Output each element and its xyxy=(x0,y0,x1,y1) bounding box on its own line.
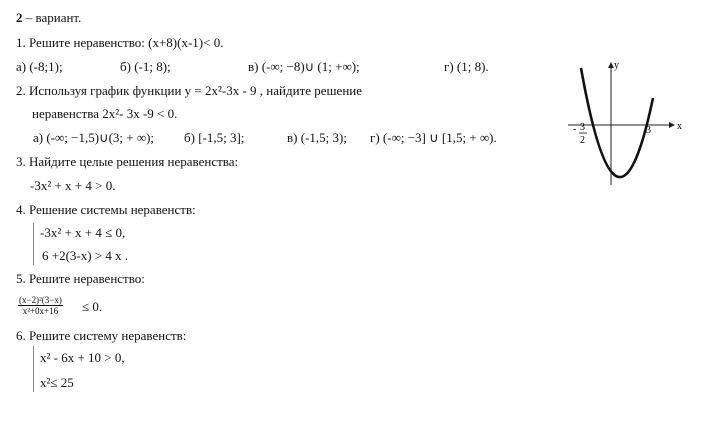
task2-option-b: б) [-1,5; 3]; xyxy=(184,130,245,145)
parabola-curve xyxy=(581,68,653,177)
task4-prompt: 4. Решение системы неравенств: xyxy=(16,202,196,217)
task2-option-g: г) (-∞; −3] ∪ [1,5; + ∞). xyxy=(370,130,497,145)
task6-inequality2: x²≤ 25 xyxy=(40,375,74,390)
task6-inequality1: x² - 6x + 10 > 0, xyxy=(40,350,125,365)
task5-rest: ≤ 0. xyxy=(82,299,103,314)
task2-option-a: а) (-∞; −1,5)∪(3; + ∞); xyxy=(33,130,155,145)
task5-numerator: (x−2)²(3−x) xyxy=(19,295,62,305)
task5-denominator: x²+0x+16 xyxy=(22,306,59,316)
task1-option-g: г) (1; 8). xyxy=(444,59,489,74)
variant-number: 2 xyxy=(16,10,23,25)
task4-inequality2: 6 +2(3-x) > 4 x . xyxy=(42,248,129,263)
x-axis-label: x xyxy=(677,121,682,132)
task1-option-b: б) (-1; 8); xyxy=(120,59,171,74)
y-axis-label: y xyxy=(614,60,619,71)
task6-prompt: 6. Решите систему неравенств: xyxy=(16,328,187,343)
task6-system-brace xyxy=(33,346,34,392)
task4-inequality1: -3x² + x + 4 ≤ 0, xyxy=(40,225,126,240)
task1-option-a: а) (-8;1); xyxy=(16,59,63,74)
variant-header xyxy=(16,10,81,26)
task4-system-brace xyxy=(33,223,34,265)
task5-prompt: 5. Решите неравенство: xyxy=(16,271,145,286)
task3-expression: -3x² + x + 4 > 0. xyxy=(30,178,116,193)
variant-label: – вариант. xyxy=(22,10,82,25)
root-right-label: 3 xyxy=(646,125,651,136)
task1-prompt: 1. Решите неравенство: (x+8)(x-1)< 0. xyxy=(16,35,224,50)
task5-fraction xyxy=(18,295,63,316)
task2-option-v: в) (-1,5; 3); xyxy=(287,130,347,145)
task2-line1: 2. Используя график функции y = 2x²-3x - 9 , найдите решение xyxy=(16,83,362,98)
task3-prompt: 3. Найдите целые решения неравенства: xyxy=(16,154,239,169)
root-left-sign: - xyxy=(573,124,577,135)
root-left-numerator: 3 xyxy=(580,122,585,133)
task1-option-v: в) (-∞; −8)∪ (1; +∞); xyxy=(248,59,360,74)
root-left-denominator: 2 xyxy=(580,135,585,146)
task2-line2: неравенства 2x²- 3x -9 < 0. xyxy=(32,106,178,121)
